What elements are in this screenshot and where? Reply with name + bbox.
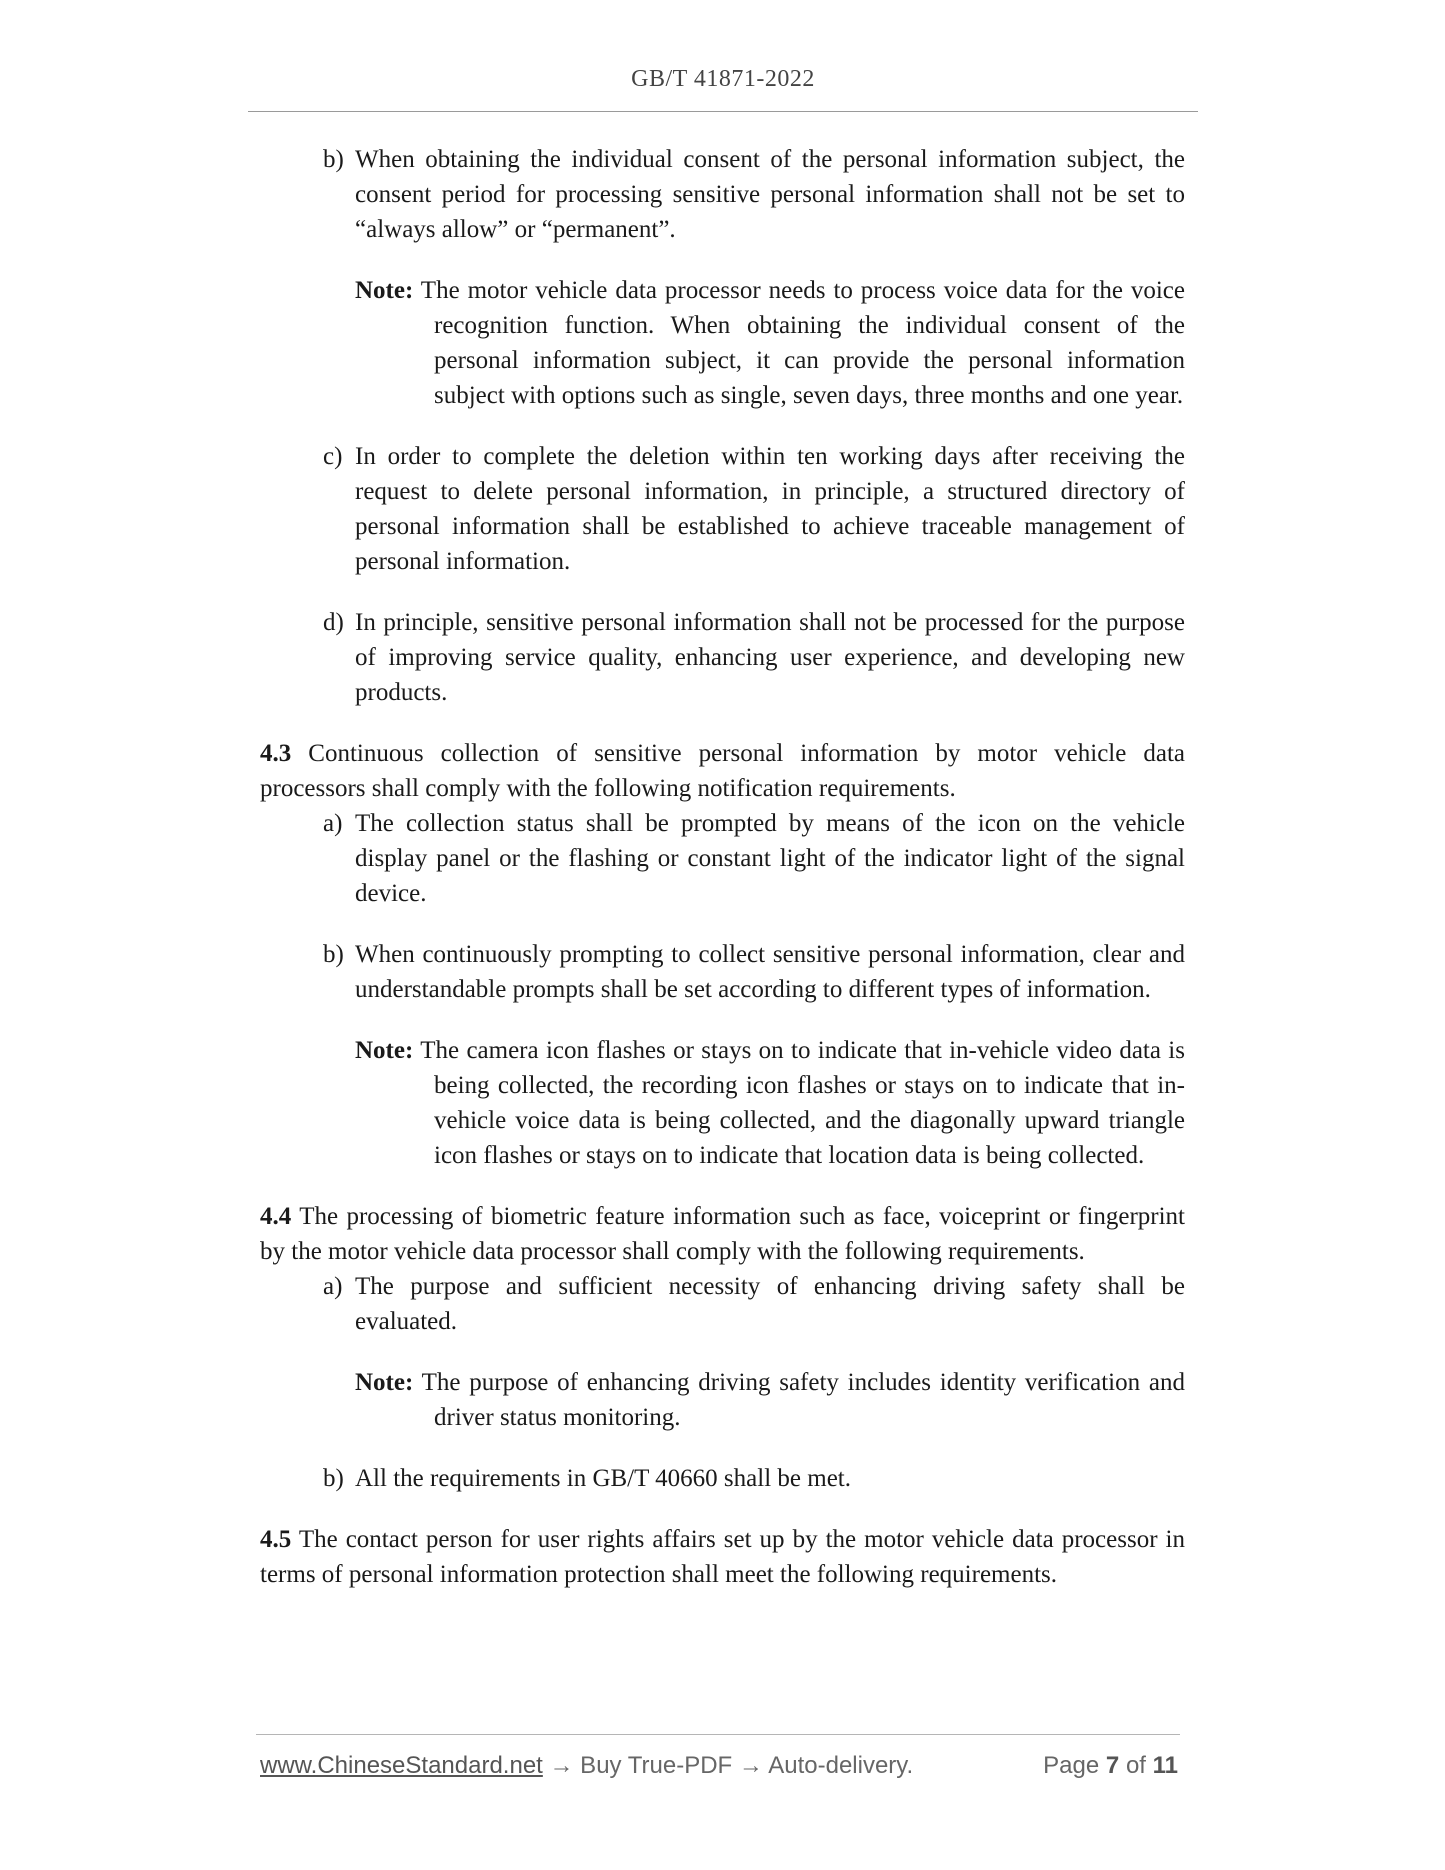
list-item-label: b): [323, 146, 344, 173]
footer-promo: [260, 1752, 913, 1780]
list-item-label: b): [323, 1465, 344, 1492]
list-item-text: All the requirements in GB/T 40660 shall be met.: [355, 1465, 851, 1492]
clause-text: Continuous collection of sensitive personal information by motor vehicle data processors shall comply with the following notification requirements.: [260, 740, 1185, 802]
clause-text: The processing of biometric feature information such as face, voiceprint or fingerprint by the motor vehicle data processor shall comply with the following requirements.: [260, 1203, 1185, 1265]
list-item-text: The purpose and sufficient necessity of enhancing driving safety shall be evaluated.: [355, 1273, 1185, 1335]
note-label: Note:: [355, 277, 414, 304]
page-indicator: [1043, 1752, 1178, 1780]
header-divider: [248, 111, 1198, 112]
note-label: Note:: [355, 1369, 414, 1396]
list-item-text: When continuously prompting to collect sensitive personal information, clear and understandable prompts shall be set according to different types of information.: [355, 941, 1185, 1003]
clause-number: 4.3: [260, 740, 292, 767]
list-item-label: c): [323, 443, 343, 470]
clause-4-3: [260, 736, 1185, 806]
page-total: 11: [1152, 1752, 1178, 1779]
list-item-text: The collection status shall be prompted by means of the icon on the vehicle display panel or the flashing or constant light of the indicator light of the signal device.: [355, 810, 1185, 907]
list-item-label: a): [323, 1273, 343, 1300]
list-item-a-collection-status: [323, 806, 1185, 911]
note-label: Note:: [355, 1037, 414, 1064]
list-item-label: d): [323, 609, 344, 636]
list-item-b-consent: [323, 142, 1185, 247]
clause-number: 4.4: [260, 1203, 292, 1230]
note-driving-safety: [323, 1365, 1185, 1435]
page-of-label: of: [1125, 1752, 1146, 1779]
note-text: The purpose of enhancing driving safety includes identity verification and driver status monitoring.: [421, 1369, 1185, 1431]
clause-text: The contact person for user rights affairs set up by the motor vehicle data processor in terms of personal information protection shall meet the following requirements.: [260, 1526, 1185, 1588]
footer-divider: [256, 1734, 1180, 1735]
list-item-text: In order to complete the deletion within ten working days after receiving the request to delete personal information, in principle, a structured directory of personal information shall be established to achieve traceable management of personal information.: [355, 443, 1185, 575]
document-header: GB/T 41871-2022: [631, 66, 815, 92]
list-item-text: In principle, sensitive personal information shall not be processed for the purpose of improving service quality, enhancing user experience, and developing new products.: [355, 609, 1185, 706]
list-item-c-deletion: [323, 439, 1185, 579]
list-item-d-purpose: [323, 605, 1185, 710]
page-current: 7: [1105, 1752, 1120, 1779]
list-item-label: a): [323, 810, 343, 837]
list-item-text: When obtaining the individual consent of the personal information subject, the consent period for processing sensitive personal information shall not be set to “always allow” or “permanent”.: [355, 146, 1185, 243]
note-icons: [323, 1033, 1185, 1173]
list-item-b-gbt-40660: [323, 1461, 1185, 1496]
list-item-a-driving-safety: [323, 1269, 1185, 1339]
clause-4-5: [260, 1522, 1185, 1592]
list-item-b-prompts: [323, 937, 1185, 1007]
note-text: The camera icon flashes or stays on to indicate that in-vehicle video data is being collected, the recording icon flashes or stays on to indicate that in-vehicle voice data is being collected, and the diagonally upward triangle icon flashes or stays on to indicate that location data is being collected.: [420, 1037, 1185, 1169]
note-text: The motor vehicle data processor needs to process voice data for the voice recognition function. When obtaining the individual consent of the personal information subject, it can provide the personal information subject with options such as single, seven days, three months and one year.: [420, 277, 1185, 409]
clause-4-4: [260, 1199, 1185, 1269]
website-link[interactable]: www.ChineseStandard.net: [260, 1752, 543, 1779]
clause-number: 4.5: [260, 1526, 292, 1553]
list-item-label: b): [323, 941, 344, 968]
note-voice-data: [323, 273, 1185, 413]
document-body: [260, 142, 1185, 1592]
page-label: Page: [1043, 1752, 1100, 1779]
footer-promo-text: → Buy True-PDF → Auto-delivery.: [542, 1752, 914, 1779]
